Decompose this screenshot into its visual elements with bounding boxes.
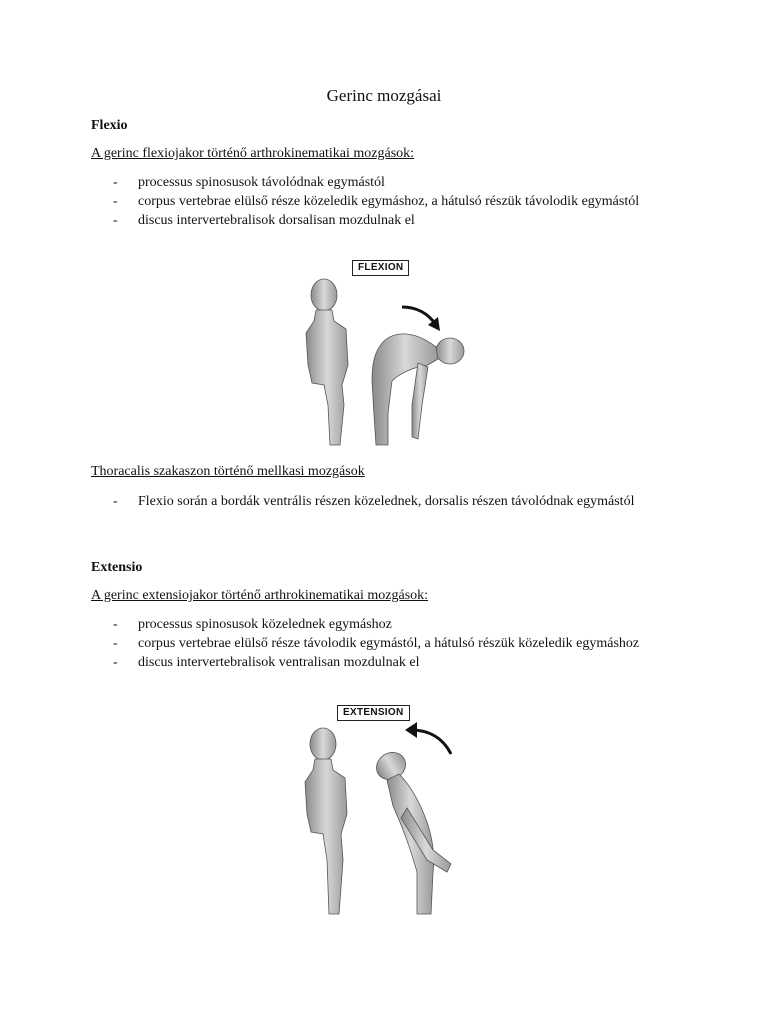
page-title: Gerinc mozgásai <box>326 86 442 105</box>
list-item-text: processus spinosusok közelednek egymáshoz <box>138 617 392 632</box>
extending-body <box>372 747 451 914</box>
extension-illustration <box>283 700 483 920</box>
extensio-list <box>91 615 651 672</box>
list-item-text: discus intervertebralisok dorsalisan mozdulnak el <box>138 213 415 228</box>
list-item-text: Flexio során a bordák ventrális részen közelednek, dorsalis részen távolódnak egymástól <box>138 494 635 509</box>
list-dash: - <box>113 636 118 651</box>
standing-body <box>306 279 348 445</box>
list-dash: - <box>113 655 118 670</box>
extension-label: EXTENSION <box>337 705 410 721</box>
list-dash: - <box>113 175 118 190</box>
flexion-arrow <box>402 307 436 325</box>
extensio-heading: Extensio <box>91 560 143 575</box>
list-item <box>91 192 651 211</box>
thoracic-list <box>91 492 651 511</box>
flexio-subheading: A gerinc flexiojakor történő arthrokinematikai mozgások: <box>91 146 415 161</box>
list-dash: - <box>113 213 118 228</box>
list-dash: - <box>113 194 118 209</box>
list-dash: - <box>113 617 118 632</box>
list-item <box>91 653 651 672</box>
list-item-text: processus spinosusok távolódnak egymástól <box>138 175 385 190</box>
list-dash: - <box>113 494 118 509</box>
thoracic-subheading: Thoracalis szakaszon történő mellkasi mozgások <box>91 464 365 479</box>
flexion-label: FLEXION <box>352 260 409 276</box>
standing-body <box>305 728 347 914</box>
list-item-text: corpus vertebrae elülső része közeledik egymáshoz, a hátulsó részük távolodik egymástól <box>138 194 640 209</box>
list-item <box>91 492 651 511</box>
list-item-text: discus intervertebralisok ventralisan mozdulnak el <box>138 655 420 670</box>
extension-figure <box>283 700 483 920</box>
bending-body <box>372 334 464 445</box>
list-item <box>91 211 651 230</box>
flexion-illustration <box>288 255 484 450</box>
list-item-text: corpus vertebrae elülső része távolodik egymástól, a hátulsó részük közeledik egymáshoz <box>138 636 640 651</box>
extensio-subheading: A gerinc extensiojakor történő arthrokinematikai mozgások: <box>91 588 429 603</box>
flexio-list <box>91 173 651 230</box>
flexio-heading: Flexio <box>91 118 128 133</box>
list-item <box>91 634 651 653</box>
list-item <box>91 615 651 634</box>
list-item <box>91 173 651 192</box>
flexion-figure <box>288 255 484 450</box>
